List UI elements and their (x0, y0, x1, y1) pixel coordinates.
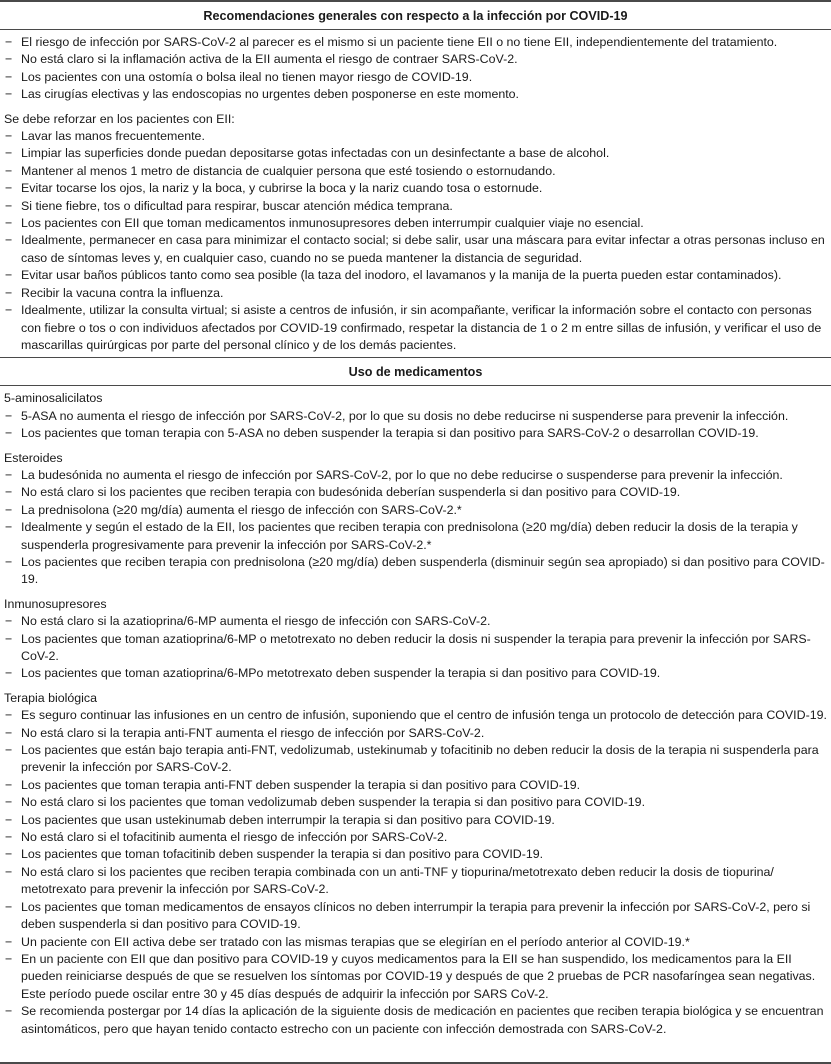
group-list (4, 707, 827, 1038)
list-item: − Los pacientes que toman azatioprina/6-MPo metotrexato deben suspender la terapia si dan positivo para COVID-19. (4, 665, 827, 682)
list-item: − Los pacientes que están bajo terapia anti-FNT, vedolizumab, ustekinumab y tofacitinib no deben reducir la dosis de la terapia ni suspenderla para prevenir la infección por SARS-CoV-2. (4, 742, 827, 777)
group-list (4, 467, 827, 589)
list-item: − Limpiar las superficies donde puedan depositarse gotas infectadas con un desinfectante a base de alcohol. (4, 145, 827, 162)
list-item: − Los pacientes que usan ustekinumab deben interrumpir la terapia si dan positivo para COVID-19. (4, 812, 827, 829)
list-item: − Los pacientes con una ostomía o bolsa ileal no tienen mayor riesgo de COVID-19. (4, 69, 827, 86)
medication-group-biologics (4, 690, 827, 1038)
group-heading: Inmunosupresores (4, 596, 107, 611)
section-medications-body (4, 390, 827, 1038)
list-item: − Los pacientes que toman medicamentos de ensayos clínicos no deben interrumpir la terapia para prevenir la infección por SARS-CoV-2, pero si deben suspenderla si dan positivo para COVID-19. (4, 899, 827, 934)
list-item: − Lavar las manos frecuentemente. (4, 128, 827, 145)
list-item: − 5-ASA no aumenta el riesgo de infección por SARS-CoV-2, por lo que su dosis no debe reducirse ni suspenderse para prevenir la infección. (4, 408, 827, 425)
group-list (4, 613, 827, 683)
reinforce-block (4, 111, 827, 355)
list-item: − Evitar tocarse los ojos, la nariz y la boca, y cubrirse la boca y la nariz cuando tosa o estornude. (4, 180, 827, 197)
section-general-body (4, 34, 827, 354)
list-item: − La prednisolona (≥20 mg/día) aumenta el riesgo de infección con SARS-CoV-2.* (4, 502, 827, 519)
list-item: − No está claro si la inflamación activa de la EII aumenta el riesgo de contraer SARS-CoV-2. (4, 51, 827, 68)
list-item: − No está claro si la azatioprina/6-MP aumenta el riesgo de infección con SARS-CoV-2. (4, 613, 827, 630)
group-list (4, 408, 827, 443)
reinforce-intro: Se debe reforzar en los pacientes con EII: (4, 111, 235, 126)
list-item: − Idealmente, permanecer en casa para minimizar el contacto social; si debe salir, usar una máscara para evitar infectar a otras personas incluso en caso de síntomas leves y, en cualquier caso, cuando no se pueda mantener la distancia de seguridad. (4, 232, 827, 267)
list-item: − Mantener al menos 1 metro de distancia de cualquier persona que esté tosiendo o estornudando. (4, 163, 827, 180)
medication-group-steroids (4, 450, 827, 589)
list-item: − No está claro si los pacientes que toman vedolizumab deben suspender la terapia si dan positivo para COVID-19. (4, 794, 827, 811)
list-item: − No está claro si los pacientes que reciben terapia con budesónida deberían suspenderla si dan positivo para COVID-19. (4, 484, 827, 501)
general-block (4, 34, 827, 104)
list-item: − Si tiene fiebre, tos o dificultad para respirar, buscar atención médica temprana. (4, 198, 827, 215)
general-list (4, 34, 827, 104)
list-item: − Los pacientes que toman azatioprina/6-MP o metotrexato no deben reducir la dosis ni suspender la terapia para prevenir la infección por SARS-CoV-2. (4, 631, 827, 666)
list-item: − No está claro si el tofacitinib aumenta el riesgo de infección por SARS-CoV-2. (4, 829, 827, 846)
group-heading: 5-aminosalicilatos (4, 391, 103, 406)
list-item: − Las cirugías electivas y las endoscopias no urgentes deben posponerse en este momento. (4, 86, 827, 103)
list-item: − Idealmente, utilizar la consulta virtual; si asiste a centros de infusión, ir sin acompañante, verificar la información sobre el contacto con personas con fiebre o tos o con individuos afectados por COVID-19 confirmado, respetar la distancia de 1 o 2 m entre sillas de infusión, y verificar el uso de mascarillas quirúrgicas por parte del personal clínico y de los demás pacientes. (4, 302, 827, 354)
list-item: − Es seguro continuar las infusiones en un centro de infusión, suponiendo que el centro de infusión tenga un protocolo de detección para COVID-19. (4, 707, 827, 724)
list-item: − Los pacientes que toman terapia anti-FNT deben suspender la terapia si dan positivo para COVID-19. (4, 777, 827, 794)
list-item: − Recibir la vacuna contra la influenza. (4, 285, 827, 302)
list-item: − Un paciente con EII activa debe ser tratado con las mismas terapias que se elegirían en el período anterior al COVID-19.* (4, 934, 827, 951)
group-heading: Esteroides (4, 450, 63, 465)
list-item: − En un paciente con EII que dan positivo para COVID-19 y cuyos medicamentos para la EII se han suspendido, los medicamentos para la EII pueden reiniciarse después de que se resuelven los síntomas por COVID-19 y después de que 2 pruebas de PCR nasofaríngea sean negativas. Este período puede oscilar entre 30 y 45 días después de adquirir la infección por SARS CoV-2. (4, 951, 827, 1003)
list-item: − Evitar usar baños públicos tanto como sea posible (la taza del inodoro, el lavamanos y la manija de la puerta pueden estar contaminados). (4, 267, 827, 284)
list-item: − Se recomienda postergar por 14 días la aplicación de la siguiente dosis de medicación en pacientes que reciben terapia biológica y se encuentran asintomáticos, pero que hayan tenido contacto estrecho con un paciente con infección demostrada con SARS-CoV-2. (4, 1003, 827, 1038)
list-item: − El riesgo de infección por SARS-CoV-2 al parecer es el mismo si un paciente tiene EII o no tiene EII, independientemente del tratamiento. (4, 34, 827, 51)
group-heading: Terapia biológica (4, 690, 97, 705)
list-item: − No está claro si la terapia anti-FNT aumenta el riesgo de infección por SARS-CoV-2. (4, 725, 827, 742)
medication-group-5asa (4, 390, 827, 442)
reinforce-list (4, 128, 827, 354)
list-item: − Los pacientes con EII que toman medicamentos inmunosupresores deben interrumpir cualquier viaje no esencial. (4, 215, 827, 232)
list-item: − Los pacientes que toman tofacitinib deben suspender la terapia si dan positivo para COVID-19. (4, 846, 827, 863)
list-item: − Idealmente y según el estado de la EII, los pacientes que reciben terapia con prednisolona (≥20 mg/día) deben reducir la dosis de la terapia y suspenderla progresivamente para prevenir la infección por SARS-CoV-2.* (4, 519, 827, 554)
list-item: − La budesónida no aumenta el riesgo de infección por SARS-CoV-2, por lo que no debe reducirse o suspenderse para prevenir la infección. (4, 467, 827, 484)
list-item: − No está claro si los pacientes que reciben terapia combinada con un anti-TNF y tiopurina/metotrexato deben reducir la dosis de tiopurina/ metotrexato para prevenir la infección por SARS-CoV-2. (4, 864, 827, 899)
list-item: − Los pacientes que reciben terapia con prednisolona (≥20 mg/día) deben suspenderla (disminuir según sea apropiado) si dan positivo para COVID-19. (4, 554, 827, 589)
list-item: − Los pacientes que toman terapia con 5-ASA no deben suspender la terapia si dan positivo para SARS-CoV-2 o desarrollan COVID-19. (4, 425, 827, 442)
section-title-general: Recomendaciones generales con respecto a la infección por COVID-19 (0, 2, 831, 30)
section-title-medications: Uso de medicamentos (0, 357, 831, 386)
medication-group-immunosuppressants (4, 596, 827, 683)
